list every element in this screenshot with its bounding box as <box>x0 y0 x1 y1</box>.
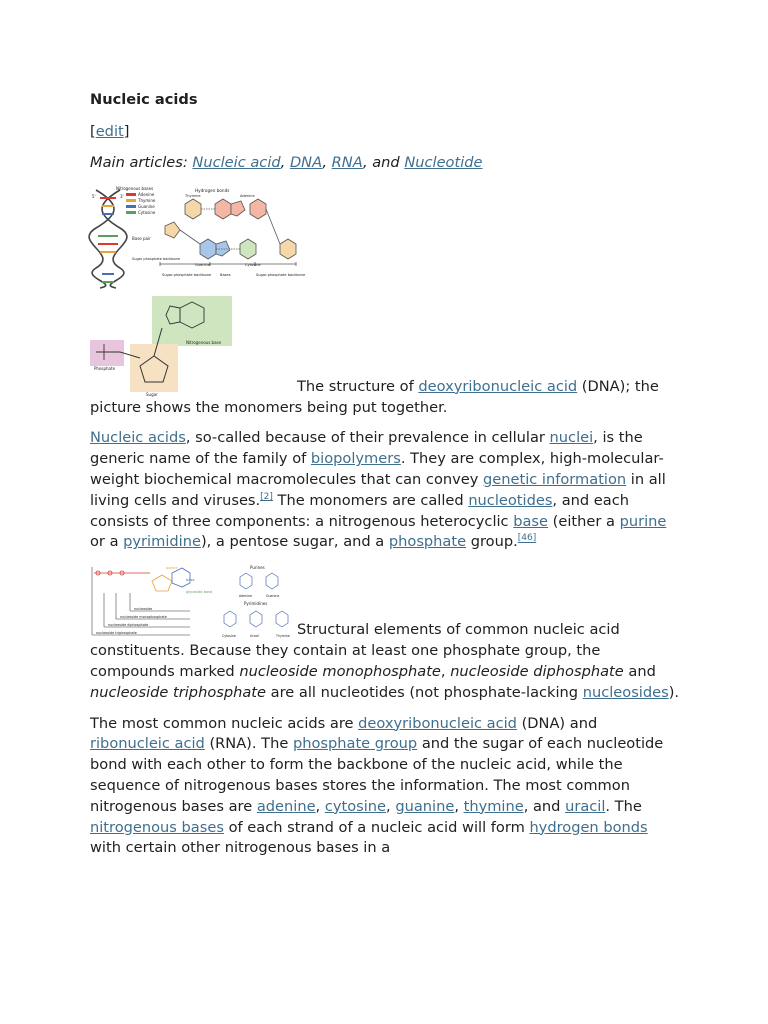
body-text: , <box>386 797 396 815</box>
link-nuclei[interactable]: nuclei <box>549 429 594 447</box>
body-text: (either a <box>548 512 620 530</box>
legend-swatch-thymine <box>126 199 136 202</box>
nitrogenous-base-label: Nitrogenous base <box>186 339 222 345</box>
body-text: in all living cells and viruses. <box>90 470 666 509</box>
body-text: The monomers are called <box>272 491 469 509</box>
legend-adenine: Adenine <box>138 191 155 197</box>
caption-italic: nucleoside monophosphate <box>239 662 441 680</box>
legend-thymine: Thymine <box>138 197 156 203</box>
link-phosphate[interactable]: phosphate <box>388 533 467 551</box>
nucleotide-monomer-image[interactable] <box>90 296 297 398</box>
link-rna[interactable]: RNA <box>331 153 363 171</box>
nucleotide-elements-image[interactable] <box>90 563 297 641</box>
edit-bracket-open: [ <box>90 123 96 140</box>
body-text: and the sugar of each nucleotide bond with each other to form the backbone of the nucleic acid, while the sequence of nitrogenous bases stores the information. The most common nitrogenous bases are <box>90 735 664 815</box>
thymine-tag: Thymine <box>276 634 290 639</box>
link-base[interactable]: base <box>513 512 549 530</box>
pyrimidine-molecules-icon <box>224 611 288 627</box>
dna-structure-image[interactable] <box>90 184 306 292</box>
adenine-label: Adenine <box>240 193 255 198</box>
glycosidic-tag: glycosidic bond <box>186 590 213 595</box>
link-nitrogenous-bases[interactable]: nitrogenous bases <box>90 818 224 836</box>
body-text: , and each consists of three components: a nitrogenous heterocyclic <box>90 491 629 530</box>
body-text: (RNA). The <box>204 735 293 753</box>
link-ribonucleic-acid[interactable]: ribonucleic acid <box>90 735 205 753</box>
hatnote-prefix: Main articles: <box>90 153 193 171</box>
ntp-tag: nucleoside triphosphate <box>96 631 137 636</box>
legend-swatch-adenine <box>126 193 136 196</box>
hatnote-sep: , and <box>362 153 405 171</box>
section-title: Nucleic acids <box>90 91 198 108</box>
guanine-tag: Guanine <box>266 594 280 599</box>
body-text: The most common nucleic acids are <box>90 714 359 732</box>
legend <box>126 192 156 215</box>
purines-heading: Purines <box>250 565 265 571</box>
purine-tag: purine <box>166 566 178 571</box>
legend-cytosine: Cytosine <box>138 209 156 215</box>
hatnote-sep: , <box>280 153 290 171</box>
link-purine[interactable]: purine <box>619 512 667 530</box>
five-prime-label: 5' <box>92 193 96 199</box>
main-articles-hatnote <box>90 153 680 174</box>
link-genetic-information[interactable]: genetic information <box>483 470 627 488</box>
reference-46[interactable]: [46] <box>517 533 537 544</box>
caption-text: are all nucleotides (not phosphate-lacking <box>266 683 583 701</box>
body-text: , so-called because of their prevalence in cellular <box>185 429 550 447</box>
body-text: of each strand of a nucleic acid will form <box>223 818 530 836</box>
link-nucleic-acids[interactable]: Nucleic acids <box>90 429 186 447</box>
sp-backbone-left-label: Sugar-phosphate backbone <box>162 272 212 277</box>
caption-text: (DNA); the picture shows the monomers being put together. <box>90 377 659 416</box>
cytosine-tag: Cytosine <box>222 634 236 639</box>
nmp-tag: nucleoside monophosphate <box>120 615 167 620</box>
legend-title: Nitrogenous bases <box>116 185 154 191</box>
three-prime-label: 3' <box>120 193 124 199</box>
link-hydrogen-bonds[interactable]: hydrogen bonds <box>529 818 648 836</box>
paragraph-nucleic-acids <box>90 428 680 553</box>
sugar-label: Sugar <box>146 391 158 397</box>
body-text: , and <box>523 797 566 815</box>
caption-text: , <box>440 662 451 680</box>
hydrogen-bonds-label: Hydrogen bonds <box>195 187 230 193</box>
link-pyrimidine[interactable]: pyrimidine <box>123 533 201 551</box>
pyrimidines-heading: Pyrimidines <box>244 601 268 607</box>
body-text: . They are complex, high-molecular-weight biochemical macromolecules that can convey <box>90 450 664 488</box>
body-text: , is the generic name of the family of <box>90 429 643 468</box>
sugar-backbone-label: Sugar phosphate backbone <box>132 256 181 261</box>
body-text: group. <box>466 533 518 551</box>
link-phosphate-group[interactable]: phosphate group <box>292 735 418 753</box>
link-thymine[interactable]: thymine <box>463 797 524 815</box>
paragraph-common-nucleic-acids <box>90 714 680 860</box>
body-text: . The <box>605 797 642 815</box>
double-helix-icon <box>89 190 127 288</box>
nucleoside-tag: nucleoside <box>134 607 153 612</box>
link-biopolymers[interactable]: biopolymers <box>310 450 401 468</box>
link-adenine[interactable]: adenine <box>256 797 316 815</box>
link-nucleotides[interactable]: nucleotides <box>468 491 553 509</box>
link-dna[interactable]: DNA <box>289 153 323 171</box>
edit-bracket-close: ] <box>123 123 130 140</box>
caption-text: and <box>623 662 656 680</box>
article-section <box>90 88 680 869</box>
edit-link[interactable]: edit <box>95 123 124 140</box>
edit-section <box>90 122 680 143</box>
base-pair-molecules-icon <box>160 199 296 266</box>
legend-guanine: Guanine <box>138 203 155 209</box>
link-nucleic-acid[interactable]: Nucleic acid <box>192 153 281 171</box>
link-nucleosides[interactable]: nucleosides <box>582 683 669 701</box>
body-text: , <box>315 797 325 815</box>
legend-swatch-guanine <box>126 205 136 208</box>
sp-backbone-right-label: Sugar-phosphate backbone <box>256 272 306 277</box>
figure-caption-dna <box>90 296 680 419</box>
sugar-highlight <box>130 344 178 392</box>
caption-text: ). <box>668 683 680 701</box>
link-guanine[interactable]: guanine <box>395 797 455 815</box>
body-text: (DNA) and <box>516 714 598 732</box>
cytosine-label: Cytosine <box>245 262 261 267</box>
caption-text: Structural elements of common nucleic acid constituents. Because they contain at least one phosphate group, the compounds marked <box>90 621 620 680</box>
link-deoxyribonucleic-acid[interactable]: deoxyribonucleic acid <box>418 377 578 395</box>
body-text: ), a pentose sugar, and a <box>200 533 389 551</box>
bases-label: Bases <box>220 272 231 277</box>
body-text: with certain other nitrogenous bases in a <box>90 839 391 857</box>
figure-caption-structural-elements <box>90 563 680 703</box>
hatnote-sep: , <box>322 153 332 171</box>
adenine-tag: Adenine <box>239 594 252 599</box>
phosphate-label: Phosphate <box>94 365 116 371</box>
reference-2[interactable]: [2] <box>260 491 273 502</box>
link-cytosine[interactable]: cytosine <box>324 797 387 815</box>
base-highlight <box>152 296 232 346</box>
body-text: or a <box>90 533 124 551</box>
uracil-tag: Uracil <box>250 634 260 639</box>
legend-swatch-cytosine <box>126 211 136 214</box>
caption-text: The structure of <box>297 377 419 395</box>
thymine-label: Thymine <box>185 193 201 198</box>
body-text: , <box>454 797 464 815</box>
link-uracil[interactable]: uracil <box>565 797 606 815</box>
guanine-label: Guanine <box>195 262 211 267</box>
link-nucleotide[interactable]: Nucleotide <box>404 153 483 171</box>
phosphate-highlight <box>90 340 124 366</box>
caption-italic: nucleoside triphosphate <box>90 683 267 701</box>
ndp-tag: nucleoside diphosphate <box>108 623 149 628</box>
base-pair-label: Base pair <box>132 235 151 241</box>
link-deoxyribonucleic-acid-2[interactable]: deoxyribonucleic acid <box>358 714 517 732</box>
base-tag: base <box>186 578 195 583</box>
purine-molecules-icon <box>240 573 278 589</box>
caption-italic: nucleoside diphosphate <box>450 662 624 680</box>
